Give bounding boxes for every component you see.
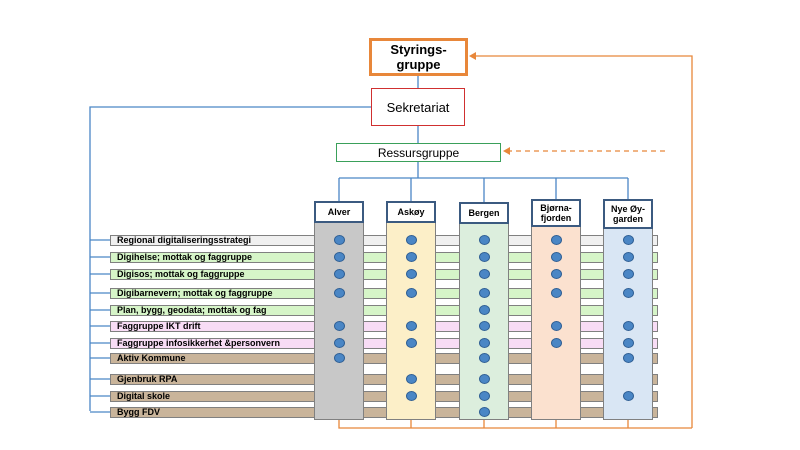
row-3: Digisos; mottak og faggruppe bbox=[110, 269, 658, 280]
participation-dot bbox=[334, 338, 345, 348]
column-1 bbox=[314, 201, 364, 420]
participation-dot bbox=[551, 288, 562, 298]
participation-dot bbox=[334, 235, 345, 245]
sekretariat-box bbox=[371, 88, 465, 126]
ressurs-arrow-icon bbox=[503, 147, 510, 155]
participation-dot bbox=[479, 252, 490, 262]
row-2: Digihelse; mottak og faggruppe bbox=[110, 252, 658, 263]
participation-dot bbox=[334, 321, 345, 331]
sekretariat-label: Sekretariat bbox=[386, 99, 450, 115]
participation-dot bbox=[551, 321, 562, 331]
bottom-feedback-line bbox=[339, 420, 692, 428]
styringsgruppe-box bbox=[369, 38, 468, 76]
column-header: Askøy bbox=[386, 201, 436, 223]
row-10: Digital skole bbox=[110, 391, 658, 402]
participation-dot bbox=[623, 269, 634, 279]
row-9: Gjenbruk RPA bbox=[110, 374, 658, 385]
participation-dot bbox=[623, 321, 634, 331]
participation-dot bbox=[406, 338, 417, 348]
participation-dot bbox=[479, 288, 490, 298]
participation-dot bbox=[406, 235, 417, 245]
participation-dot bbox=[551, 269, 562, 279]
participation-dot bbox=[479, 305, 490, 315]
column-4 bbox=[531, 199, 581, 420]
participation-dot bbox=[623, 288, 634, 298]
participation-dot bbox=[406, 391, 417, 401]
participation-dot bbox=[479, 353, 490, 363]
feedback-arrow-icon bbox=[469, 52, 476, 60]
participation-dot bbox=[479, 391, 490, 401]
participation-dot bbox=[479, 269, 490, 279]
row-1: Regional digitaliseringsstrategi bbox=[110, 235, 658, 246]
column-header: Alver bbox=[314, 201, 364, 223]
participation-dot bbox=[551, 338, 562, 348]
participation-dot bbox=[623, 252, 634, 262]
row-4: Digibarnevern; mottak og faggruppe bbox=[110, 288, 658, 299]
participation-dot bbox=[623, 235, 634, 245]
ressursgruppe-label: Ressursgruppe bbox=[377, 145, 460, 160]
participation-dot bbox=[551, 235, 562, 245]
participation-dot bbox=[551, 252, 562, 262]
column-2 bbox=[386, 201, 436, 420]
styringsgruppe-label: Styrings- gruppe bbox=[390, 42, 447, 72]
participation-dot bbox=[479, 235, 490, 245]
participation-dot bbox=[406, 374, 417, 384]
column-5 bbox=[603, 199, 653, 420]
participation-dot bbox=[623, 338, 634, 348]
row-5: Plan, bygg, geodata; mottak og fag bbox=[110, 305, 658, 316]
participation-dot bbox=[406, 252, 417, 262]
column-header: Nye Øy- garden bbox=[603, 199, 653, 229]
row-8: Aktiv Kommune bbox=[110, 353, 658, 364]
participation-dot bbox=[623, 353, 634, 363]
row-11: Bygg FDV bbox=[110, 407, 658, 418]
participation-dot bbox=[623, 391, 634, 401]
participation-dot bbox=[479, 321, 490, 331]
participation-dot bbox=[479, 407, 490, 417]
column-header: Bjørna- fjorden bbox=[531, 199, 581, 227]
ressursgruppe-box bbox=[336, 143, 501, 162]
row-6: Faggruppe IKT drift bbox=[110, 321, 658, 332]
participation-dot bbox=[334, 252, 345, 262]
participation-dot bbox=[334, 288, 345, 298]
participation-dot bbox=[479, 374, 490, 384]
participation-dot bbox=[479, 338, 490, 348]
column-header: Bergen bbox=[459, 202, 509, 224]
participation-dot bbox=[406, 321, 417, 331]
participation-dot bbox=[406, 269, 417, 279]
participation-dot bbox=[334, 353, 345, 363]
participation-dot bbox=[334, 269, 345, 279]
participation-dot bbox=[406, 288, 417, 298]
row-7: Faggruppe infosikkerhet &personvern bbox=[110, 338, 658, 349]
